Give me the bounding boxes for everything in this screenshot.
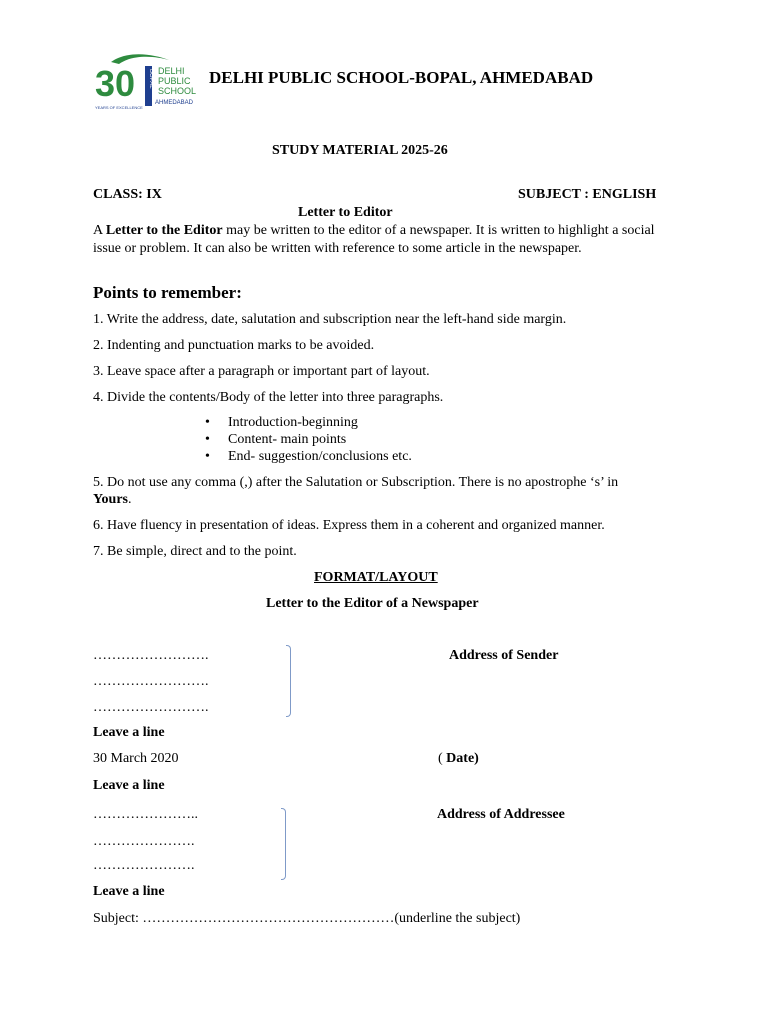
bullet-item: • Introduction-beginning	[205, 415, 358, 430]
bullet-icon: •	[205, 449, 210, 464]
point-4: 4. Divide the contents/Body of the letter into three paragraphs.	[93, 390, 444, 405]
point-1: 1. Write the address, date, salutation and subscription near the left-hand side margin.	[93, 312, 567, 327]
point-3: 3. Leave space after a paragraph or important part of layout.	[93, 364, 430, 379]
school-name: DELHI PUBLIC SCHOOL-BOPAL, AHMEDABAD	[209, 68, 594, 87]
sender-brace	[286, 645, 291, 717]
logo-tagline: YEARS OF EXCELLENCE	[95, 105, 143, 110]
point-7: 7. Be simple, direct and to the point.	[93, 544, 297, 559]
intro-bold: Letter to the Editor	[105, 223, 223, 238]
subject-label: SUBJECT : ENGLISH	[518, 187, 657, 202]
format-heading: FORMAT/LAYOUT	[314, 570, 438, 585]
topic-title: Letter to Editor	[298, 205, 393, 220]
logo-city: AHMEDABAD	[155, 100, 194, 106]
sender-address-line: …………………….	[93, 674, 209, 689]
logo-number: 30	[95, 63, 136, 104]
format-subheading: Letter to the Editor of a Newspaper	[266, 596, 479, 611]
date-value: 30 March 2020	[93, 751, 179, 766]
point-6: 6. Have fluency in presentation of ideas. Express them in a coherent and organized manner.	[93, 518, 605, 533]
bullet-item: • End- suggestion/conclusions etc.	[205, 449, 412, 464]
addressee-address-label: Address of Addressee	[437, 807, 565, 822]
date-label: ( Date)	[438, 751, 479, 766]
bullet-icon: •	[205, 415, 210, 430]
leave-a-line: Leave a line	[93, 884, 165, 899]
logo-line1: DELHI	[158, 66, 185, 76]
logo-vertical: BOPAL	[148, 69, 154, 89]
sender-address-line: …………………….	[93, 700, 209, 715]
intro-paragraph	[93, 222, 683, 257]
study-material-title: STUDY MATERIAL 2025-26	[272, 143, 448, 158]
leave-a-line: Leave a line	[93, 725, 165, 740]
point-5-line1: 5. Do not use any comma (,) after the Salutation or Subscription. There is no apostrophe ‘s’ in	[93, 475, 619, 490]
addressee-brace	[281, 808, 286, 880]
intro-prefix: A	[93, 223, 106, 238]
leave-a-line: Leave a line	[93, 778, 165, 793]
addressee-address-line: ………………….	[93, 834, 195, 849]
intro-rest: may be written to the editor of a newspaper. It is written to highlight a social issue or problem. It can also be written with reference to some article in the newspaper.	[93, 223, 655, 256]
sender-address-label: Address of Sender	[449, 648, 559, 663]
subject-line: Subject: ………………………………………………(underline the subject)	[93, 911, 521, 926]
logo-line3: SCHOOL	[158, 86, 197, 96]
bullet-icon: •	[205, 432, 210, 447]
class-label: CLASS: IX	[93, 187, 162, 202]
logo-line2: PUBLIC	[158, 76, 191, 86]
addressee-address-line: ………………….	[93, 858, 195, 873]
bullet-item: • Content- main points	[205, 432, 347, 447]
point-5-line2: Yours.	[93, 492, 132, 507]
school-logo	[93, 52, 197, 112]
point-2: 2. Indenting and punctuation marks to be avoided.	[93, 338, 375, 353]
addressee-address-line: …………………..	[93, 807, 198, 822]
points-heading: Points to remember:	[93, 283, 242, 302]
sender-address-line: …………………….	[93, 648, 209, 663]
